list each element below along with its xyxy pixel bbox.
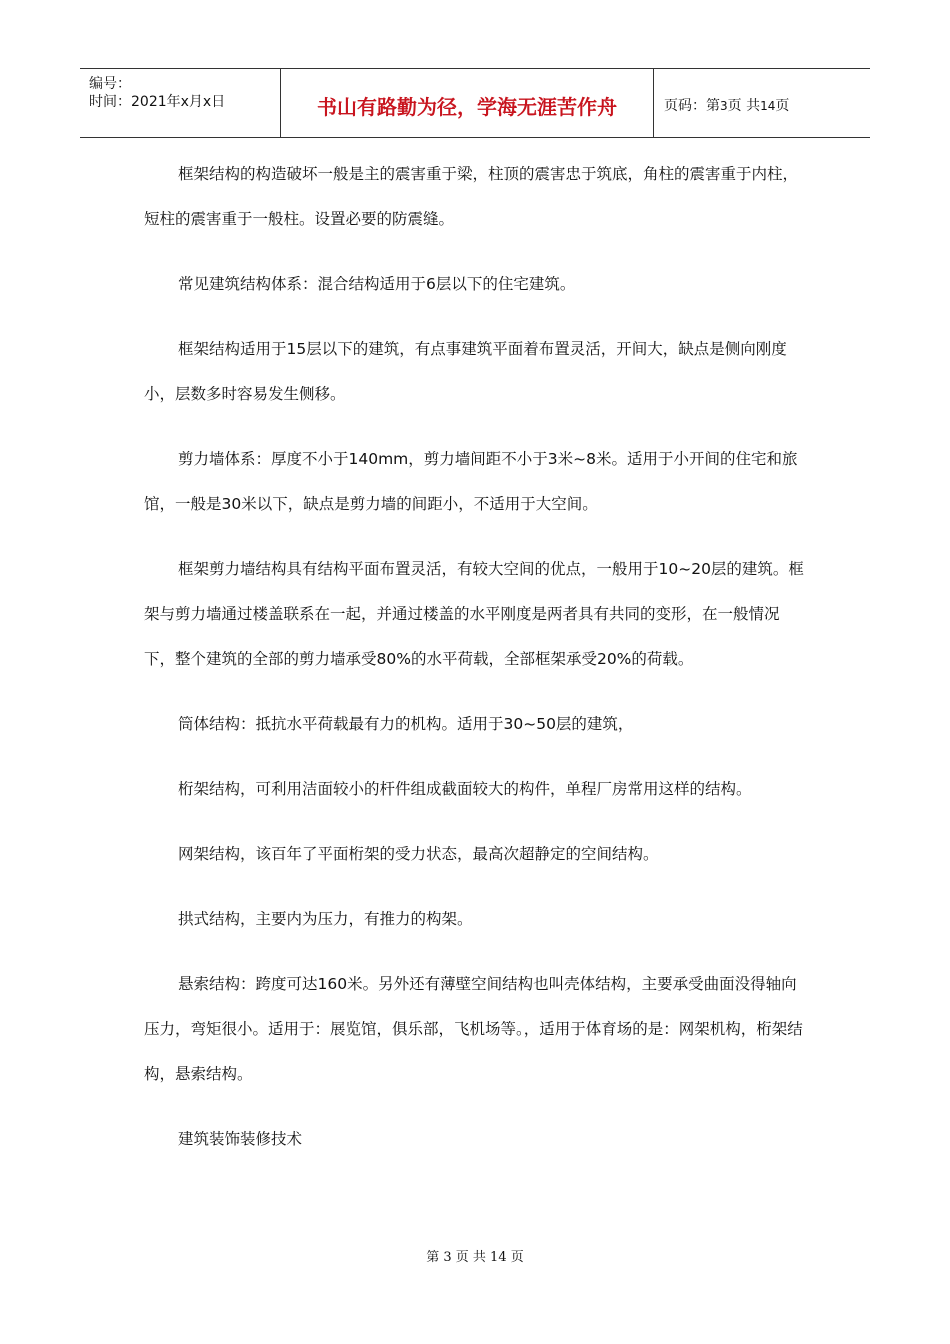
page-footer: 第 3 页 共 14 页 — [426, 1250, 524, 1265]
paragraph: 网架结构，该百年了平面桁架的受力状态，最高次超静定的空间结构。 — [178, 845, 659, 863]
page-current: 3 — [720, 99, 728, 113]
paragraph: 拱式结构，主要内为压力，有推力的构架。 — [178, 910, 473, 928]
paragraph: 剪力墙体系：厚度不小于140mm，剪力墙间距不小于3米~8米。适用于小开间的住宅和旅馆，一般是30米以下，缺点是剪力墙的间距小，不适用于大空间。 — [144, 450, 798, 513]
page-prefix: 页码：第 — [664, 98, 720, 114]
paragraph: 框架剪力墙结构具有结构平面布置灵活，有较大空间的优点，一般用于10~20层的建筑。框架与剪力墙通过楼盖联系在一起，并通过楼盖的水平刚度是两者具有共同的变形，在一般情况下，整个建筑的全部的剪力墙承受80%的水平荷载，全部框架承受20%的荷载。 — [144, 560, 804, 668]
paragraph: 框架结构适用于15层以下的建筑，有点事建筑平面着布置灵活，开间大，缺点是侧向刚度小，层数多时容易发生侧移。 — [144, 340, 787, 403]
paragraph: 框架结构的构造破坏一般是主的震害重于梁，柱顶的震害忠于筑底，角柱的震害重于内柱，短柱的震害重于一般柱。设置必要的防震缝。 — [144, 165, 799, 228]
document-body — [144, 152, 810, 1182]
header-meta-cell — [80, 69, 281, 137]
paragraph: 桁架结构，可利用洁面较小的杆件组成截面较大的构件，单程厂房常用这样的结构。 — [178, 780, 752, 798]
document-date: 时间：2021年x月x日 — [89, 94, 226, 110]
paragraph: 常见建筑结构体系：混合结构适用于6层以下的住宅建筑。 — [178, 275, 576, 293]
page-header — [80, 68, 870, 138]
header-page-cell — [654, 69, 870, 137]
header-page-info — [664, 95, 789, 115]
page-suffix: 页 — [775, 98, 790, 114]
paragraph: 筒体结构：抵抗水平荷载最有力的机构。适用于30~50层的建筑， — [178, 715, 634, 733]
page-mid: 页 共 — [727, 98, 761, 114]
header-motto-cell — [281, 69, 654, 137]
section-heading: 建筑装饰装修技术 — [178, 1130, 303, 1148]
paragraph: 悬索结构：跨度可达160米。另外还有薄壁空间结构也叫壳体结构，主要承受曲面没得轴向压力，弯矩很小。适用于：展览馆，俱乐部，飞机场等。，适用于体育场的是：网架机构，桁架结构，悬索结构。 — [144, 975, 803, 1083]
header-motto: 书山有路勤为径，学海无涯苦作舟 — [317, 95, 617, 119]
page-total: 14 — [760, 99, 776, 113]
document-number-label: 编号： — [89, 76, 131, 92]
